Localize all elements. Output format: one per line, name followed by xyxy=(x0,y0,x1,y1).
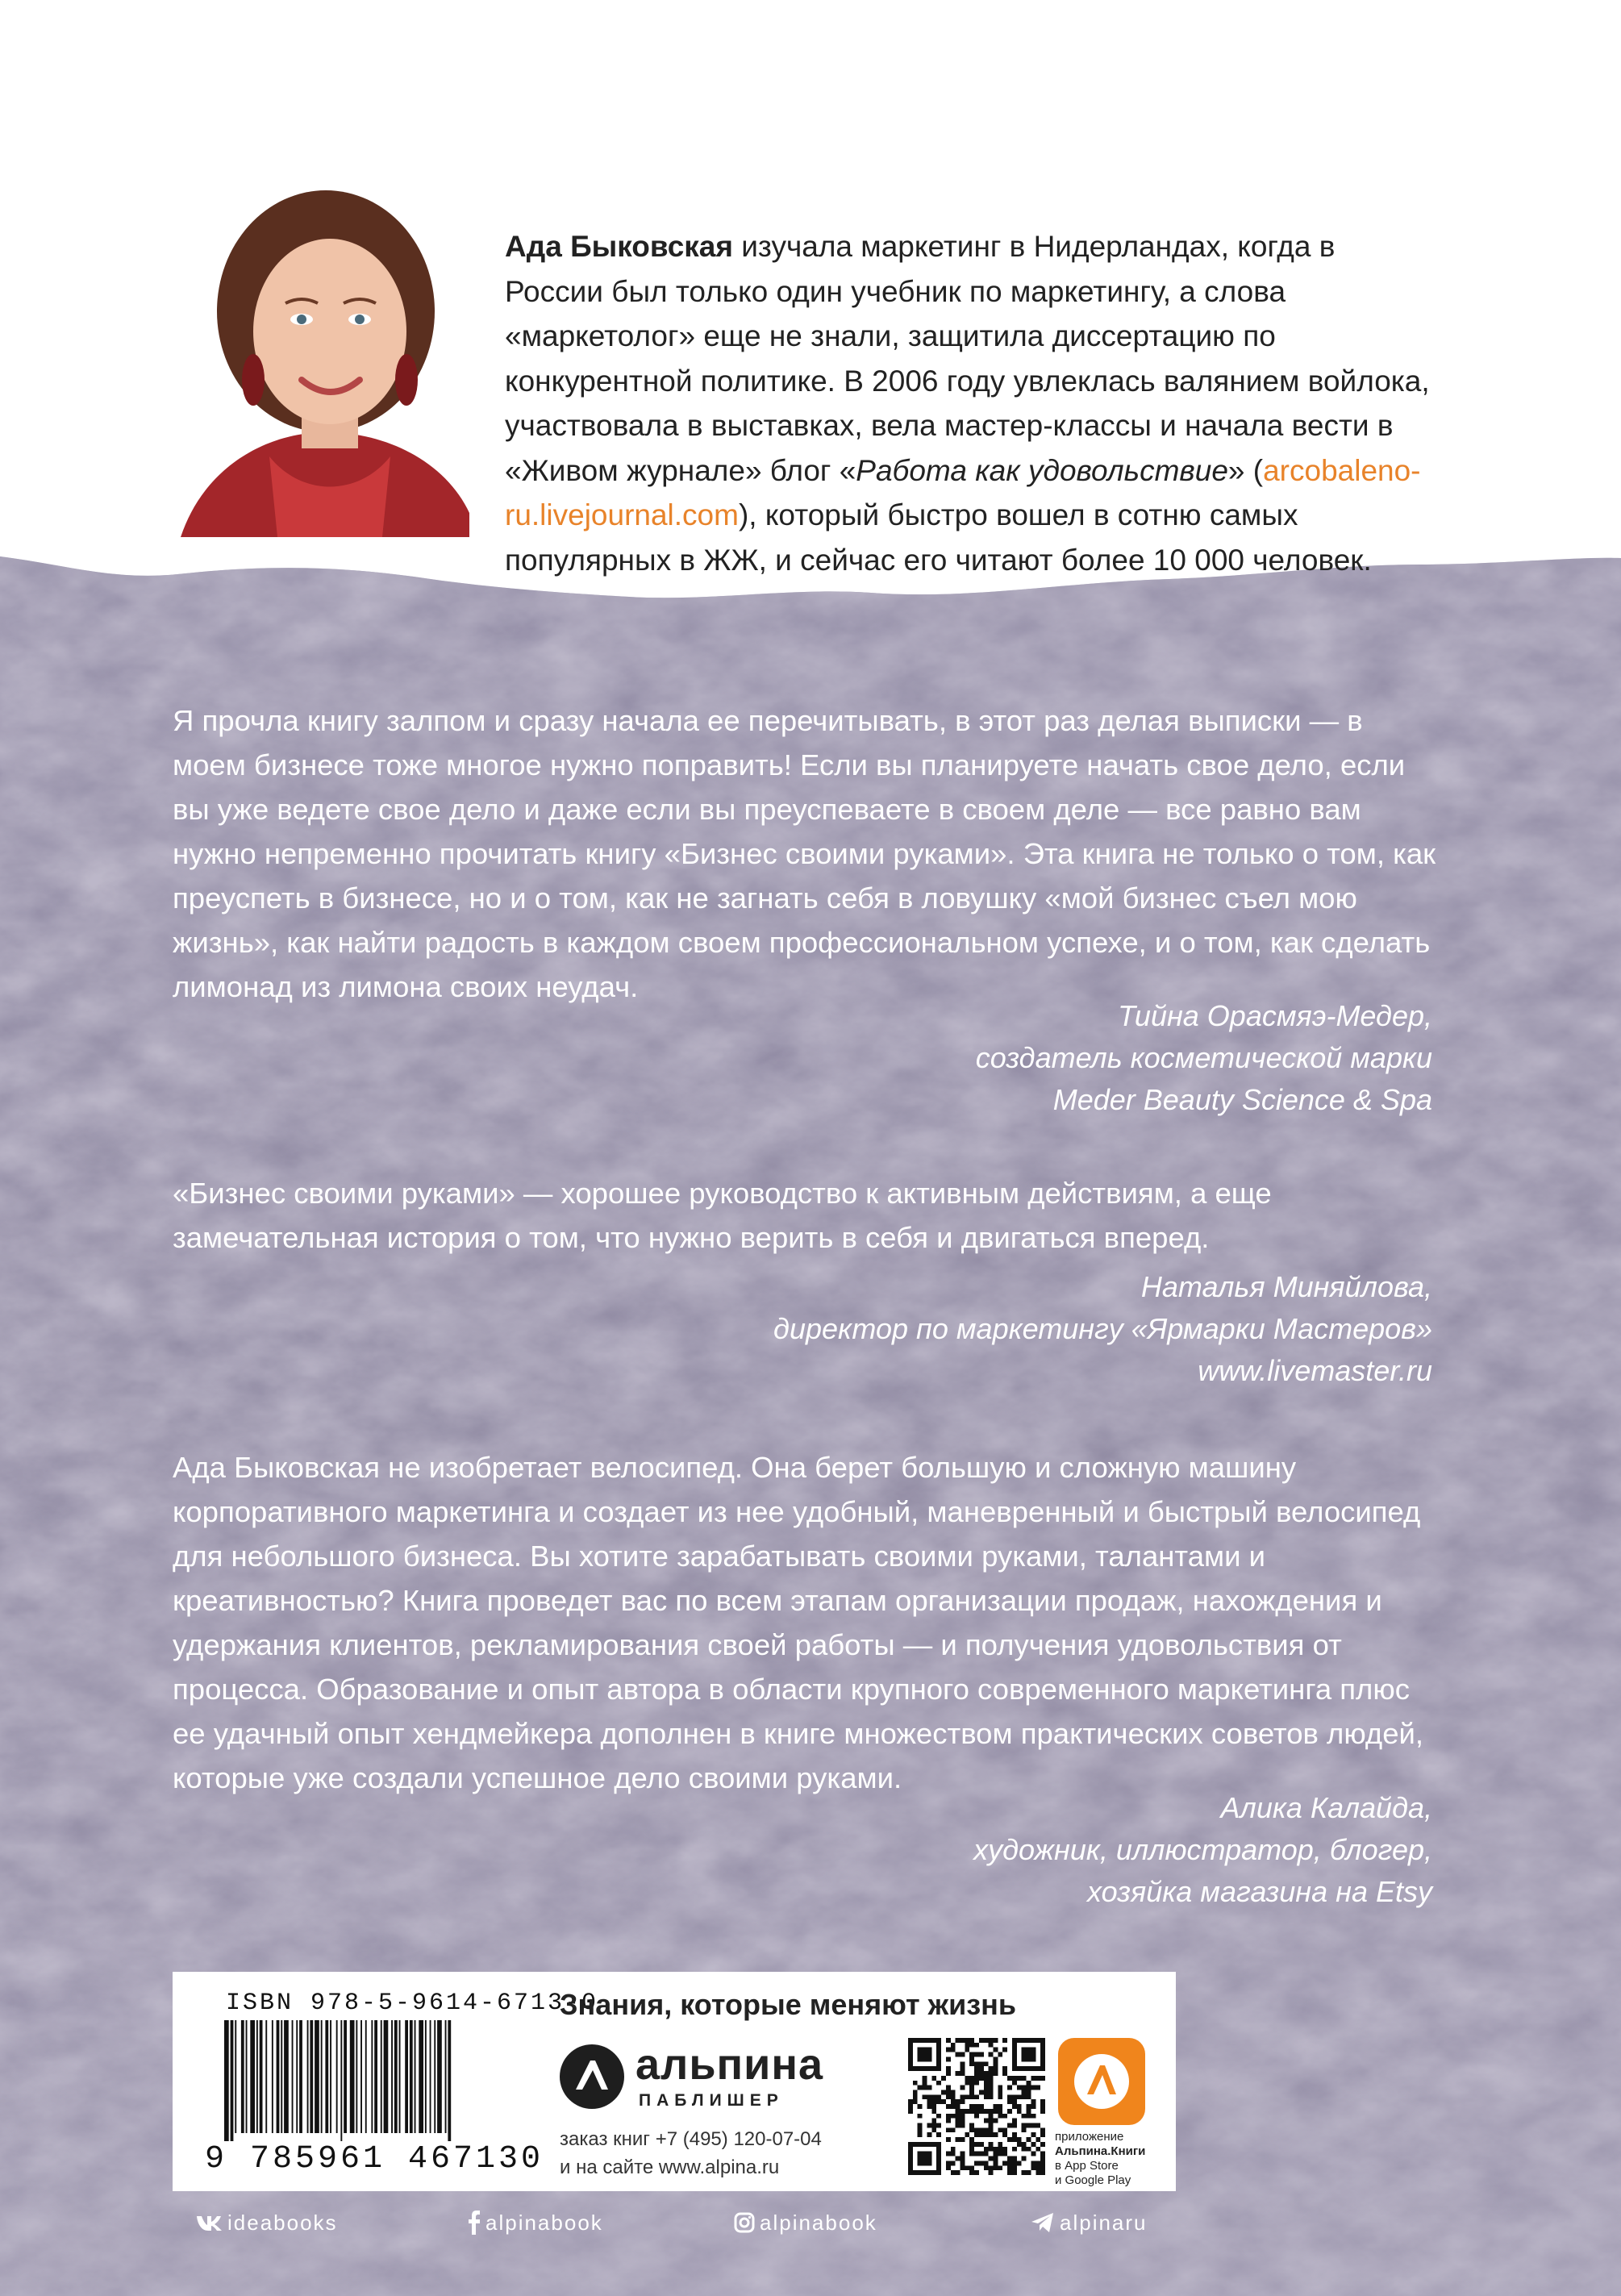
publisher-name: альпина xyxy=(635,2040,823,2089)
review-1-company: Meder Beauty Science & Spa xyxy=(1052,1083,1432,1116)
review-1-paragraph: Я прочла книгу залпом и сразу начала ее перечитывать, в этот раз делая выписки — в моем бизнесе тоже многое нужно поправить! Если вы планируете начать свое дело, если вы уже ведете свое дело и даже если вы преуспеваете в своем деле — все равно вам нужно непременно прочитать книгу «Бизнес своими руками». Эта книга не только о том, как преуспеть в бизнесе, но и о том, как не загнать себя в ловушку «мой бизнес съел мою жизнь», как найти радость в каждом своем профессиональном успехе, и о том, как сделать лимонад из лимона своих неудач. xyxy=(173,704,1436,1003)
app-name: Альпина.Книги xyxy=(1055,2144,1146,2158)
alpina-logo-icon xyxy=(558,2043,626,2111)
facebook-icon xyxy=(468,2211,481,2235)
isbn-barcode xyxy=(219,2020,485,2141)
author-photo xyxy=(173,190,469,537)
vk-handle: ideabooks xyxy=(227,2210,338,2235)
review-2-text xyxy=(173,1171,1439,1260)
social-instagram[interactable] xyxy=(734,2206,877,2239)
telegram-icon xyxy=(1031,2212,1055,2233)
publisher-tagline: Знания, которые меняют жизнь xyxy=(560,1988,1017,2021)
bio-text-3: ), который быстро вошел в сотню самых популярных в ЖЖ, и сейчас его читают более 10 000 человек. xyxy=(505,498,1372,577)
bio-text-1: изучала маркетинг в Нидерландах, когда в России был только один учебник по маркетингу, а слова «маркетолог» еще не знали, защитила диссертацию по конкурентной политике. В 2006 году увлеклась валянием войлока, участвовала в выставках, вела мастер-классы и начала вести в «Живом журнале» блог « xyxy=(505,230,1430,487)
alpina-app-icon[interactable] xyxy=(1058,2038,1145,2125)
order-website: и на сайте www.alpina.ru xyxy=(560,2156,780,2178)
publisher-info-box xyxy=(173,1972,1176,2191)
social-telegram[interactable] xyxy=(1031,2206,1148,2239)
blog-title: Работа как удовольствие xyxy=(856,453,1228,487)
bio-text-2: » ( xyxy=(1227,453,1264,487)
blog-link[interactable]: arcobaleno-ru.livejournal.com xyxy=(505,453,1421,531)
app-store-info xyxy=(1055,2130,1145,2188)
order-info xyxy=(560,2125,822,2181)
author-name: Ада Быковская xyxy=(505,230,733,263)
instagram-icon xyxy=(734,2212,755,2233)
review-3-attribution xyxy=(973,1787,1432,1913)
review-3-shop: хозяйка магазина на Etsy xyxy=(1087,1875,1432,1908)
review-1-attribution xyxy=(976,995,1432,1121)
review-1-text xyxy=(173,698,1439,1009)
review-1-role: создатель косметической марки xyxy=(975,1041,1432,1074)
review-2-attribution xyxy=(773,1266,1432,1392)
review-2-author: Наталья Миняйлова, xyxy=(1140,1270,1432,1303)
review-2-role: директор по маркетингу «Ярмарки Мастеров» xyxy=(773,1312,1432,1345)
barcode-digits: 9 785961 467130 xyxy=(205,2141,544,2177)
review-2-website: www.livemaster.ru xyxy=(1198,1354,1432,1387)
facebook-handle: alpinabook xyxy=(485,2210,603,2235)
order-phone: заказ книг +7 (495) 120-07-04 xyxy=(560,2128,822,2150)
review-1-author: Тийна Орасмяэ-Медер, xyxy=(1118,999,1432,1032)
app-line-3: в App Store xyxy=(1055,2159,1119,2173)
review-3-paragraph: Ада Быковская не изобретает велосипед. Она берет большую и сложную машину корпоративного маркетинга и создает из нее удобный, маневренный и быстрый велосипед для небольшого бизнеса. Вы хотите зарабатывать своими руками, талантами и креативностью? Книга проведет вас по всем этапам организации продаж, нахождения и удержания клиентов, рекламирования своей работы — и получения удовольствия от процесса. Образование и опыт автора в области крупного современного маркетинга плюс ее удачный опыт хендмейкера дополнен в книге множеством практических советов людей, которые уже создали успешное дело своими руками. xyxy=(173,1451,1424,1794)
review-2-paragraph: «Бизнес своими руками» — хорошее руководство к активным действиям, а еще замечательная история о том, что нужно верить в себя и двигаться вперед. xyxy=(173,1177,1272,1254)
review-3-text xyxy=(173,1445,1439,1800)
isbn-label: ISBN 978-5-9614-6713-0 xyxy=(226,1990,599,2017)
app-line-1: приложение xyxy=(1055,2130,1124,2144)
instagram-handle: alpinabook xyxy=(760,2210,877,2235)
qr-code-icon[interactable] xyxy=(908,2038,1045,2175)
app-line-4: и Google Play xyxy=(1055,2173,1131,2187)
vk-icon xyxy=(195,2213,223,2232)
review-3-role: художник, иллюстратор, блогер, xyxy=(973,1833,1432,1866)
social-facebook[interactable] xyxy=(468,2206,603,2239)
social-vk[interactable] xyxy=(195,2206,338,2239)
telegram-handle: alpinaru xyxy=(1060,2210,1148,2235)
publisher-subtitle: ПАБЛИШЕР xyxy=(639,2091,784,2110)
review-3-author: Алика Калайда, xyxy=(1220,1791,1432,1824)
author-bio xyxy=(505,224,1440,582)
